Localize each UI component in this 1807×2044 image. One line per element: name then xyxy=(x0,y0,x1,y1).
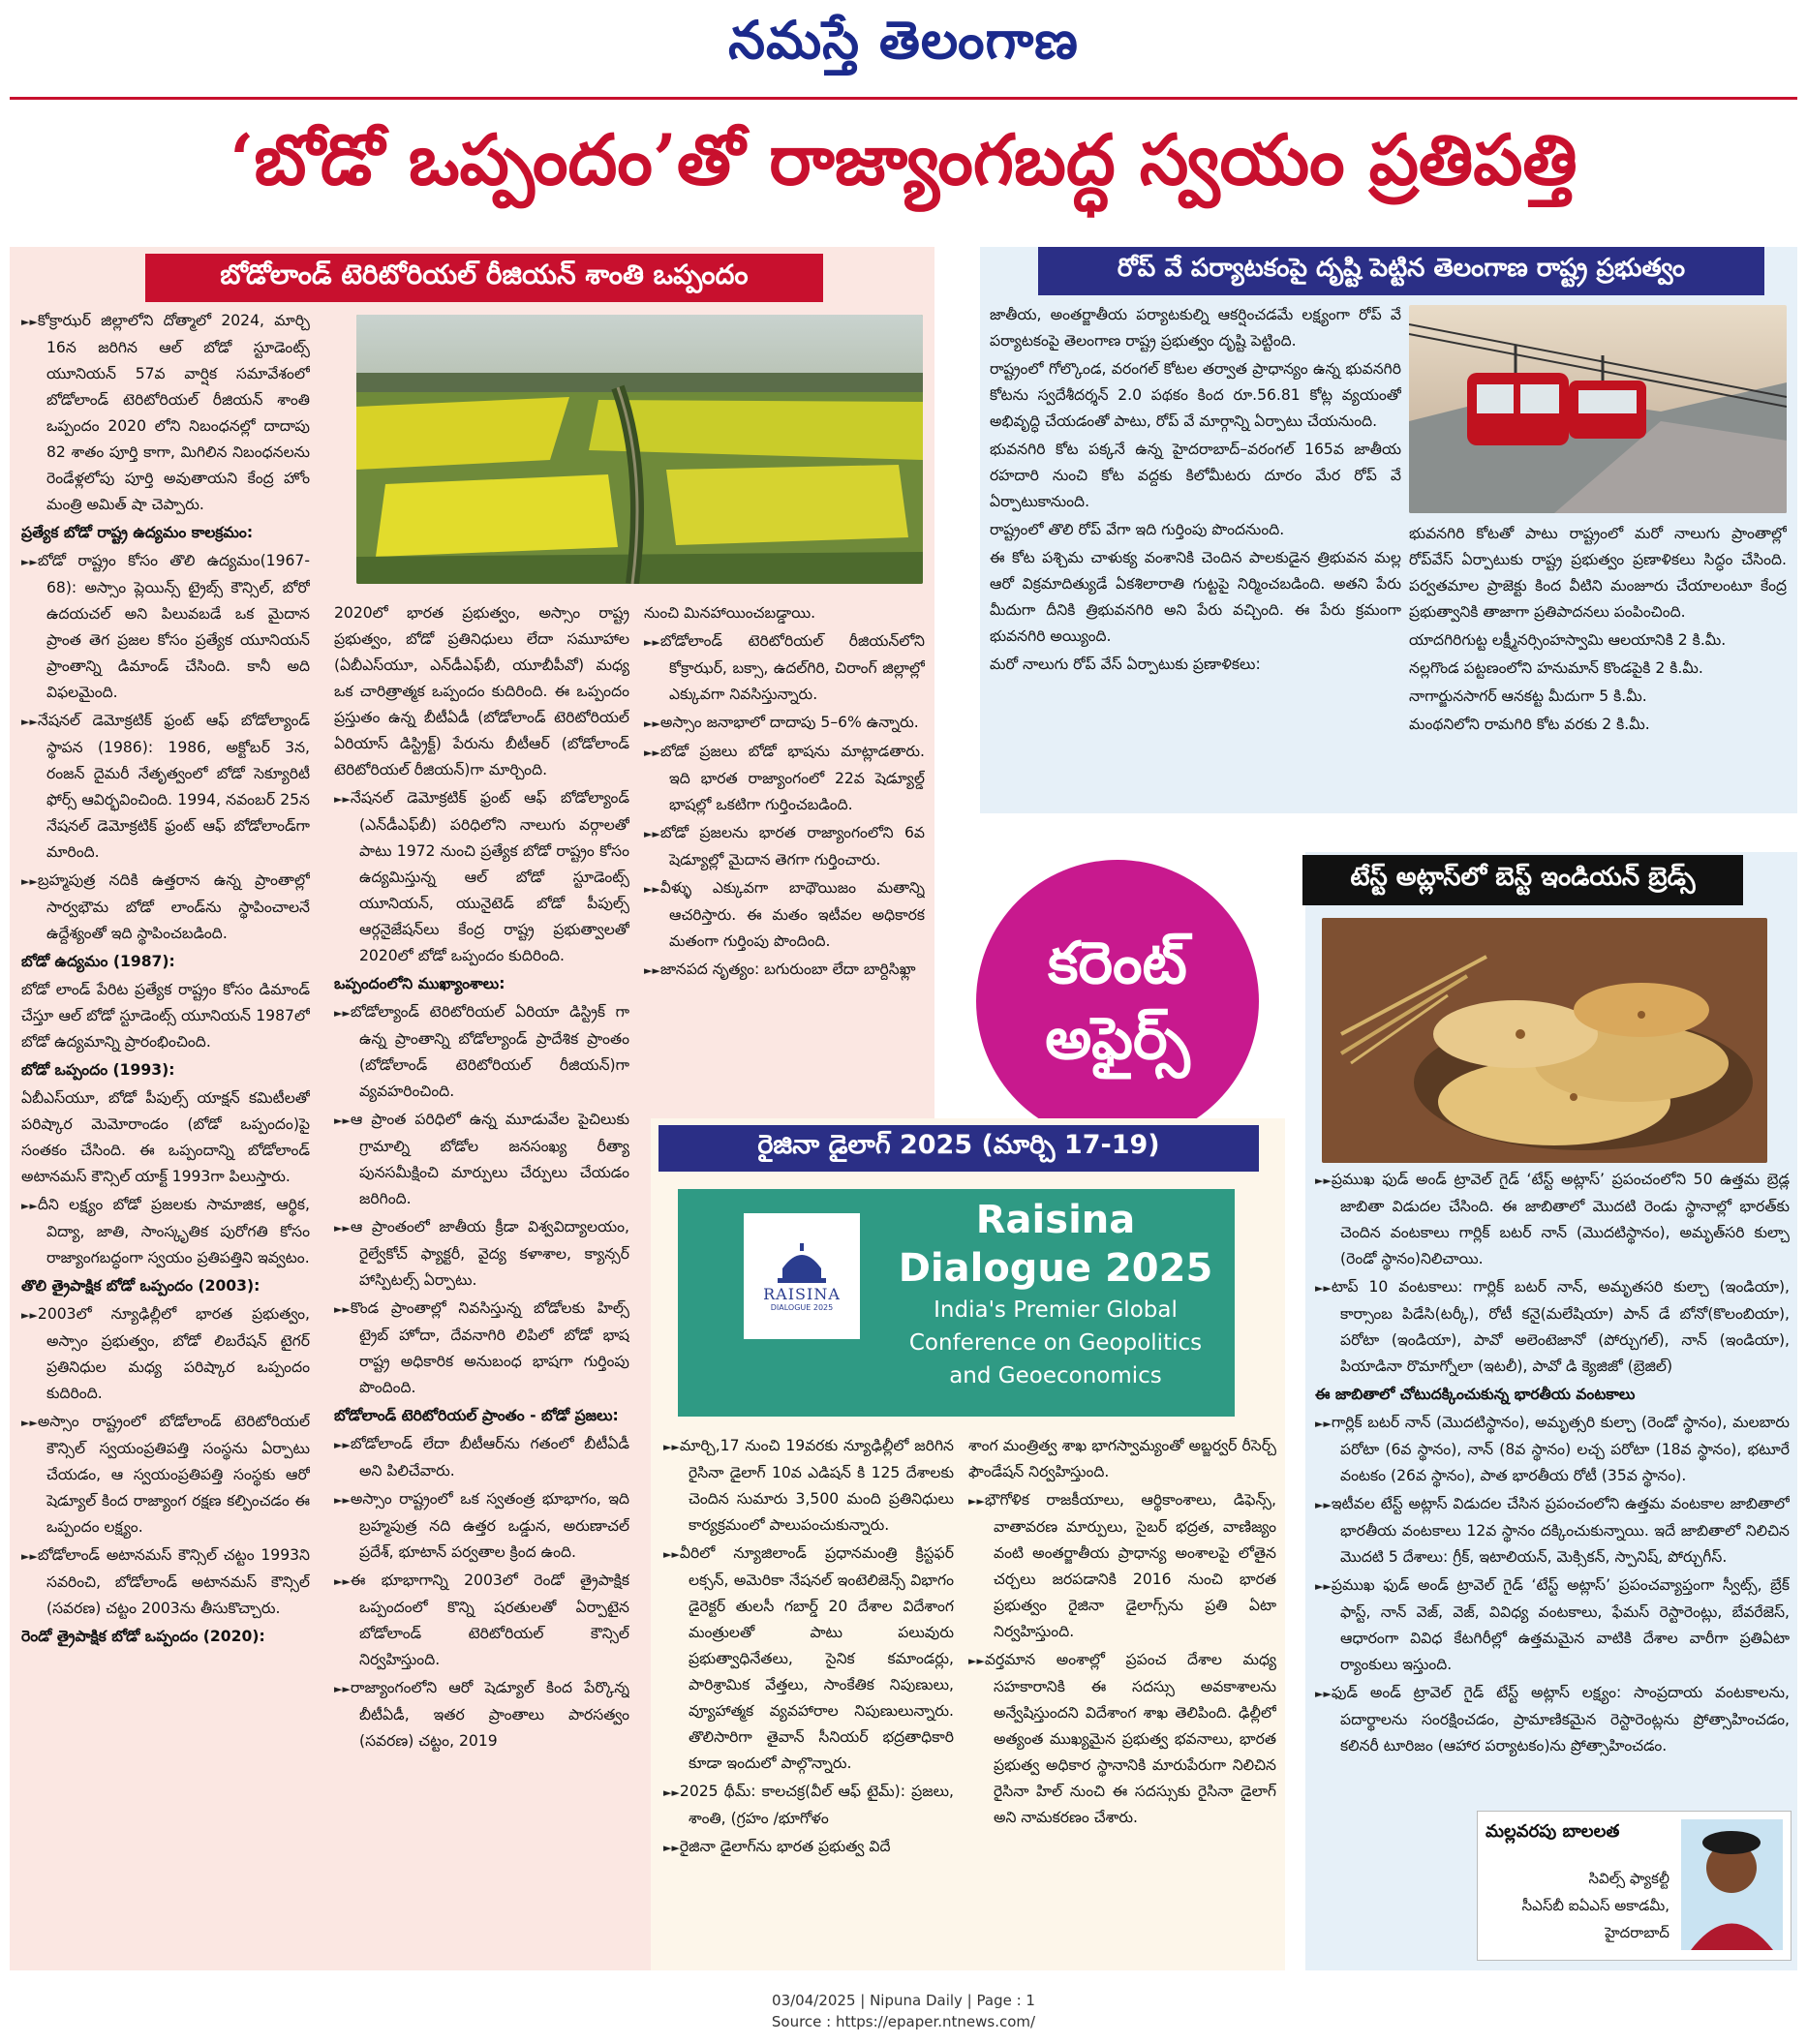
taste-section-title xyxy=(1302,855,1743,905)
raisina-banner-sub-1: India's Premier Global xyxy=(934,1297,1178,1323)
bodo-c2-para-7: ►► బోడోలాండ్ లేదా బీటీఆర్‌ను గతంలో బీటీఏడీ అని పిలిచేవారు. xyxy=(334,1431,629,1484)
bodo-c2-para-8: ►► అస్సాం రాష్ట్రంలో ఒక స్వతంత్ర భూభాగం, ఇది బ్రహ్మపుత్ర నది ఉత్తర ఒడ్డున, అరుణాచల్ ప్రదేశ్, భూటాన్ పర్వతాల క్రింద ఉంది. xyxy=(334,1486,629,1566)
raisina-banner-title-1: Raisina xyxy=(975,1198,1136,1242)
ropeway-para-5: ఈ కోట పశ్చిమ చాళుక్య వంశానికి చెందిన పాలకుడైన త్రిభువన మల్ల ఆరో విక్రమాదిత్యుడే ఏకశిలారాతి గుట్టపై నిర్మించబడింది. అతని పేరు మీదుగా దీనికి త్రిభువనగిరి అని పేరు వచ్చింది. ఈ పేరు క్రమంగా భువనగిరి అయ్యింది. xyxy=(990,549,1401,645)
bodo-c3-para-4: ►► బోడో ప్రజలను భారత రాజ్యాంగంలోని 6వ షెడ్యూల్లో మైదాన తెగగా గుర్తించారు. xyxy=(644,820,925,873)
taste-para-4: ►► ఇటీవల టేస్ట్ అట్లాస్ విడుదల చేసిన ప్రపంచంలోని ఉత్తమ వంటకాల జాబితాలో భారతీయ వంటకాలు 12వ స్థానం దక్కించుకున్నాయి. ఇదే జాబితాలో నిలిచిన మొదటి 5 దేశాలు: గ్రీక్, ఇటాలియన్, మెక్సికన్, స్పానిష్, పోర్చుగీస్. xyxy=(1315,1491,1790,1571)
ropeway-para-6: మరో నాలుగు రోప్ వేస్ ఏర్పాటుకు ప్రణాళికలు: xyxy=(990,656,1261,673)
bodo-heading-2: బోడో ఉద్యమం (1987): xyxy=(21,953,175,970)
ropeway-para-4: రాష్ట్రంలో తొలి రోప్ వేగా ఇది గుర్తింపు పొందనుంది. xyxy=(990,521,1285,538)
raisina-c2-para-2: ►► భౌగోళిక రాజకీయాలు, ఆర్థికాంశాలు, డిఫెన్స్, వాతావరణ మార్పులు, సైబర్ భద్రత, వాణిజ్యం వంటి అంతర్జాతీయ ప్రాధాన్య అంశాలపై లోతైన చర్చలు జరపడానికి 2016 నుంచి భారత ప్రభుత్వం రైజినా డైలాగ్స్‌ను ప్రతి ఏటా నిర్వహిస్తుంది. xyxy=(968,1487,1276,1645)
ropeway-right-para-1: భువనగిరి కోటతో పాటు రాష్ట్రంలో మరో నాలుగు ప్రాంతాల్లో రోప్‌వేస్ ఏర్పాటుకు రాష్ట్ర ప్రభుత్వం ప్రణాళికలు సిద్ధం చేసింది. పర్వతమాల ప్రాజెక్టు కింద వీటిని మంజూరు చేయాలంటూ కేంద్ర ప్రభుత్వానికి తాజాగా ప్రతిపాదనలు పంపించింది. xyxy=(1409,525,1787,621)
ropeway-column-1 xyxy=(990,302,1401,806)
bodo-intro: ►► కోక్రాఝర్ జిల్లాలోని దోత్మాలో 2024, మార్చి 16న జరిగిన ఆల్ బోడో స్టూడెంట్స్ యూనియన్ 57వ వార్షిక సమావేశంలో బోడోలాండ్ టెరిటోరియల్ రీజియన్ శాంతి ఒప్పందం 2020 లోని నిబంధనల్లో దాదాపు 82 శాతం పూర్తి కాగా, మిగిలిన నిబంధనలను రెండేళ్లలోపు పూర్తి అవుతాయని కేంద్ర హోం మంత్రి అమిత్ షా చెప్పారు. xyxy=(21,308,310,518)
ropeway-para-1: జాతీయ, అంతర్జాతీయ పర్యాటకుల్ని ఆకర్షించడమే లక్ష్యంగా రోప్ వే పర్యాటకంపై తెలంగాణ రాష్ట్ర ప్రభుత్వం దృష్టి పెట్టింది. xyxy=(990,306,1401,350)
bodo-c3-para-3: ►► బోడో ప్రజలు బోడో భాషను మాట్లాడతారు. ఇది భారత రాజ్యాంగంలో 22వ షెడ్యూల్డ్ భాషల్లో ఒకటిగా గుర్తించబడింది. xyxy=(644,739,925,818)
bodo-c2-heading-2: బోడోలాండ్ టెరిటోరియల్ ప్రాంతం - బోడో ప్రజలు: xyxy=(334,1407,619,1424)
bodo-c2-para-2: ►► నేషనల్ డెమోక్రటిక్ ఫ్రంట్ ఆఫ్ బోడోల్యాండ్ (ఎన్‌డీఎఫ్‌బీ) పరిధిలోని నాలుగు వర్గాలతో పాటు 1972 నుంచి ప్రత్యేక బోడో రాష్ట్రం కోసం ఉద్యమిస్తున్న ఆల్ బోడో స్టూడెంట్స్ యూనియన్, యునైటెడ్ బోడో పీపుల్స్ ఆర్గనైజేషన్‌లు కేంద్ర రాష్ట్ర ప్రభుత్వాలతో 2020లో బోడో ఒప్పందం కుదిరింది. xyxy=(334,785,629,969)
raisina-banner-title-2: Dialogue 2025 xyxy=(898,1246,1213,1291)
bodo-column-1 xyxy=(21,308,310,1954)
raisina-banner-sub-2: Conference on Geopolitics xyxy=(908,1330,1203,1356)
raisina-banner-sub-3: and Geoeconomics xyxy=(949,1363,1162,1388)
raisina-banner-text xyxy=(881,1197,1230,1410)
bodo-para-6: ►► దీని లక్ష్యం బోడో ప్రజలకు సామాజిక, ఆర్థిక, విద్యా, జాతి, సాంస్కృతిక పురోగతి కోసం రాజ్యాంగబద్ధంగా స్వయం ప్రతిపత్తిని ఇవ్వటం. xyxy=(21,1192,310,1271)
ropeway-right-para-3: నల్లగొండ పట్టణంలోని హనుమాన్ కొండపైకి 2 కి.మీ. xyxy=(1409,659,1703,677)
ropeway-cablecar-photo xyxy=(1409,305,1787,513)
bodo-para-2: ►► నేషనల్ డెమోక్రటిక్ ఫ్రంట్ ఆఫ్ బోడోల్యాండ్ స్థాపన (1986): 1986, అక్టోబర్ 3న, రంజన్ దైమరీ నేతృత్వంలో బోడో సెక్యూరిటీ ఫోర్స్ ఆవిర్భవించింది. 1994, నవంబర్ 25న నేషనల్ డెమోక్రటిక్ ఫ్రంట్ ఆఫ్ బోడోలాండ్‌గా మారింది. xyxy=(21,708,310,866)
footer-source-link[interactable]: Source : https://epaper.ntnews.com/ xyxy=(771,2013,1036,2030)
raisina-section-title-text: రైజినా డైలాగ్ 2025 (మార్చి 17-19) xyxy=(757,1130,1160,1160)
bodo-para-3: ►► బ్రహ్మపుత్ర నదికి ఉత్తరాన ఉన్న ప్రాంతాల్లో సార్వభౌమ బోడో లాండ్‌ను స్థాపించాలనే ఉద్దేశ్యంతో ఇది స్థాపించబడింది. xyxy=(21,868,310,947)
dome-icon xyxy=(773,1241,831,1285)
author-city: హైదరాబాద్ xyxy=(1605,1924,1669,1941)
page-headline: ‘బోడో ఒప్పందం’తో రాజ్యాంగబద్ధ స్వయం ప్రతిపత్తి xyxy=(230,117,1577,200)
masthead xyxy=(0,0,1807,93)
taste-para-6: ►► ఫుడ్ అండ్ ట్రావెల్ గైడ్ టేస్ట్ అట్లాస్ లక్ష్యం: సాంప్రదాయ వంటకాలను, పదార్థాలను సంరక్షించడం, ప్రామాణికమైన రెస్టారెంట్లను ప్రోత్సాహించడం, కలినరీ టూరిజం (ఆహార పర్యాటకం)ను ప్రోత్సాహించడం. xyxy=(1315,1680,1790,1759)
raisina-logo-text: RAISINA xyxy=(763,1284,841,1303)
current-affairs-badge xyxy=(976,860,1259,1143)
bodo-c3-para-5: ►► వీళ్ళు ఎక్కువగా బాథౌయిజం మతాన్ని ఆచరిస్తారు. ఈ మతం ఇటీవల అధికారక మతంగా గుర్తింపు పొందింది. xyxy=(644,875,925,955)
bodo-c2-heading-1: ఒప్పందంలోని ముఖ్యాంశాలు: xyxy=(334,975,505,992)
masthead-divider xyxy=(10,97,1797,100)
taste-column xyxy=(1315,1167,1790,1806)
bodo-para-4: బోడో లాండ్ పేరిట ప్రత్యేక రాష్ట్రం కోసం డిమాండ్ చేస్తూ ఆల్ బోడో స్టూడెంట్స్ యూనియన్ 1987లో బోడో ఉద్యమాన్ని ప్రారంభించింది. xyxy=(21,981,310,1051)
bodo-c3-para-6: ►► జానపద నృత్యం: బగురుంబా లేదా బార్దిసిఖ్లా xyxy=(644,957,925,984)
bodo-section-title xyxy=(145,254,823,302)
bodo-heading-4: తొలి త్రైపాక్షిక బోడో ఒప్పందం (2003): xyxy=(21,1277,260,1295)
masthead-title: నమస్తే తెలంగాణ xyxy=(728,9,1079,71)
bodo-para-5: ఏబీఎస్‌యూ, బోడో పీపుల్స్ యాక్షన్ కమిటీలతో పరిష్కార మెమోరాండం (బోడో ఒప్పందం)పై సంతకం చేసింది. ఈ ఒప్పందాన్ని బోడోలాండ్ అటానమస్ కౌన్సిల్ యాక్ట్ 1993గా పిలుస్తారు. xyxy=(21,1089,310,1185)
bodo-heading-3: బోడో ఒప్పందం (1993): xyxy=(21,1061,175,1079)
page-footer xyxy=(0,1990,1807,2038)
author-title: సివిల్స్ ఫ్యాకల్టీ xyxy=(1588,1870,1669,1887)
bodo-heading-1: ప్రత్యేక బోడో రాష్ట్ర ఉద్యమం కాలక్రమం: xyxy=(21,524,254,541)
raisina-banner xyxy=(678,1189,1235,1417)
bodo-c2-para-10: ►► రాజ్యాంగంలోని ఆరో షెడ్యూల్ కింద పేర్కొన్న బీటీఏడీ, ఇతర ప్రాంతాలు పారసత్వం (సవరణ) చట్టం, 2019 xyxy=(334,1675,629,1754)
current-affairs-line-1: కరెంట్ xyxy=(1048,930,1187,997)
raisina-logo xyxy=(744,1213,860,1339)
indian-breads-photo xyxy=(1322,918,1767,1163)
bodo-column-2 xyxy=(334,600,629,1956)
bodo-c2-para-4: ►► ఆ ప్రాంత పరిధిలో ఉన్న మూడువేల పైచిలుకు గ్రామాల్ని బోడోల జనసంఖ్య రీత్యా పునసమీక్షించి మార్పులు చేర్పులు చేయడం జరిగింది. xyxy=(334,1107,629,1212)
raisina-para-2: ►► వీరిలో న్యూజిలాండ్ ప్రధానమంత్రి క్రిస్టఫర్ లక్సన్, అమెరికా నేషనల్ ఇంటెలిజెన్స్ విభాగం డైరెక్టర్ తులసీ గబార్డ్ 20 దేశాల విదేశాంగ మంత్రులతో పాటు పలువురు ప్రభుత్వాధినేతలు, సైనిక కమాండర్లు, పారిశ్రామిక వేత్తలు, సాంకేతిక నిపుణులు, వ్యూహాత్మక వ్యవహారాల నిపుణులున్నారు. తొలిసారిగా తైవాన్ సీనియర్ భద్రతాధికారి కూడా ఇందులో పాల్గొన్నారు. xyxy=(663,1541,954,1777)
raisina-c2-para-1: శాంగ మంత్రిత్వ శాఖ భాగస్వామ్యంతో అబ్జర్వర్ రీసెర్చ్ ఫౌండేషన్ నిర్వహిస్తుంది. xyxy=(968,1437,1276,1480)
bodo-c2-para-3: ►► బోడోల్యాండ్ టెరిటోరియల్ ఏరియా డిస్ట్రిక్ గా ఉన్న ప్రాంతాన్ని బోడోల్యాండ్ ప్రాదేశిక ప్రాంతం (బోడోలాండ్ టెరిటోరియల్ రీజియన్)గా వ్యవహరించింది. xyxy=(334,999,629,1105)
ropeway-right-para-2: యాదగిరిగుట్ట లక్ష్మీనర్సింహస్వామి ఆలయానికి 2 కి.మీ. xyxy=(1409,631,1727,649)
raisina-section-title xyxy=(658,1125,1259,1172)
bodo-c3-para-1: ►► బోడోలాండ్ టెరిటోరియల్ రీజియన్‌లోని కోక్రాఝర్, బక్సా, ఉదల్‌గిరి, చిరాంగ్ జిల్లాల్లో ఎక్కువగా నివసిస్తున్నారు. xyxy=(644,628,925,708)
bodo-section-title-text: బోడోలాండ్ టెరిటోరియల్ రీజియన్ శాంతి ఒప్పందం xyxy=(220,259,749,290)
raisina-logo-subtext: DIALOGUE 2025 xyxy=(770,1302,834,1312)
bodo-c3-para-2: ►► అస్సాం జనాభాలో దాదాపు 5–6% ఉన్నారు. xyxy=(644,710,925,737)
bodo-heading-5: రెండో త్రైపాక్షిక బోడో ఒప్పందం (2020): xyxy=(21,1628,265,1645)
taste-para-2: ►► టాప్ 10 వంటకాలు: గార్లిక్ బటర్ నాన్, అమృతసరి కుల్చా (ఇండియా), కార్సాంబ పిడేసి(టర్కీ), రోటీ కనై(మలేషియా) పాన్ డే బోనో(కొలంబియా), పరోటా (ఇండియా), పావో అలెంటెజానో (పోర్చుగల్), నాన్ (ఇండియా), పియాడినా రొమాగ్నోలా (ఇటలీ), పావో డి క్యెజిజో (బ్రెజిల్) xyxy=(1315,1274,1790,1380)
author-name: మల్లవరపు బాలలత xyxy=(1485,1821,1620,1842)
author-academy: సీఎస్‌బీ ఐఏఎస్ అకాడమీ, xyxy=(1521,1897,1669,1914)
bodo-c2-para-5: ►► ఆ ప్రాంతంలో జాతీయ క్రీడా విశ్వవిద్యాలయం, రైల్వేకోచ్ ఫ్యాక్టరీ, వైద్య కళాశాల, క్యాన్సర్ హాస్పిటల్స్ ఏర్పాటు. xyxy=(334,1214,629,1294)
author-box xyxy=(1477,1811,1792,1961)
raisina-para-3: ►► 2025 థీమ్: కాలచక్ర(వీల్ ఆఫ్ టైమ్): ప్రజలు, శాంతి, (గ్రహం /భూగోళం xyxy=(663,1779,954,1832)
ropeway-para-2: రాష్ట్రంలో గోల్కొండ, వరంగల్ కోటల తర్వాత ప్రాధాన్యం ఉన్న భువనగిరి కోటను స్వదేశీదర్శన్ 2.0 పథకం కింద రూ.56.81 కోట్ల వ్యయంతో అభివృద్ధి చేయడంతో పాటు, రోప్ వే మార్గాన్ని ఏర్పాటు చేయనుంది. xyxy=(990,360,1401,430)
ropeway-right-para-5: మంథనిలోని రామగిరి కోట వరకు 2 కి.మీ. xyxy=(1409,716,1650,733)
current-affairs-line-2: అఫైర్స్ xyxy=(1045,1005,1190,1073)
bodo-para-9: ►► బోడోలాండ్ అటానమస్ కౌన్సిల్ చట్టం 1993ని సవరించి, బోడోలాండ్ అటానమస్ కౌన్సిల్ (సవరణ) చట్టం 2003ను తీసుకొచ్చారు. xyxy=(21,1542,310,1622)
bodo-para-1: ►► బోడో రాష్ట్రం కోసం తొలి ఉద్యమం(1967-68): అస్సాం ప్లెయిన్స్ ట్రైబ్స్ కౌన్సిల్, బోరో ఉదయచల్ అని పిలువబడే ఒక మైదాన ప్రాంత తెగ ప్రజల కోసం ప్రత్యేక యూనియన్ ప్రాంతాన్ని డిమాండ్ చేసింది. కానీ అది విఫలమైంది. xyxy=(21,548,310,706)
raisina-para-1: ►► మార్చి,17 నుంచి 19వరకు న్యూఢిల్లీలో జరిగిన రైసినా డైలాగ్ 10వ ఎడిషన్ కి 125 దేశాలకు చెందిన సుమారు 3,500 మంది ప్రతినిధులు కార్యక్రమంలో పాలుపంచుకున్నారు. xyxy=(663,1433,954,1539)
taste-para-5: ►► ప్రముఖ ఫుడ్ అండ్ ట్రావెల్ గైడ్ ‘టేస్ట్ అట్లాస్’ ప్రపంచవ్యాప్తంగా స్వీట్స్, బ్రేక్ ఫాస్ట్, నాన్ వెజ్, వెజ్, వివిధ్య వంటకాలు, ఫేమస్ రెస్టారెంట్లు, బేవరేజెస్, ఆధారంగా వివిధ కేటగిరీల్లో ఉత్తమమైన వాటికి దేశాల వారీగా ప్రతిఏటా ర్యాంకులు ఇస్తుంది. xyxy=(1315,1572,1790,1678)
bodoland-landscape-photo xyxy=(356,315,923,584)
raisina-para-4: ►► రైజినా డైలాగ్‌ను భారత ప్రభుత్వ విదే xyxy=(663,1834,954,1861)
bodo-c3-para-0: నుంచి మినహాయించబడ్డాయి. xyxy=(644,604,816,622)
raisina-column-2 xyxy=(968,1433,1276,1961)
bodo-para-8: ►► అస్సాం రాష్ట్రంలో బోడోలాండ్ టెరిటోరియల్ కౌన్సిల్ స్వయంప్రతిపత్తి సంస్థను ఏర్పాటు చేయడం, ఆ స్వయంప్రతిపత్తి సంస్థకు ఆరో షెడ్యూల్ కింద రాజ్యాంగ రక్షణ కల్పించడం ఈ ఒప్పందం లక్ష్యం. xyxy=(21,1409,310,1541)
taste-section-title-text: టేస్ట్ అట్లాస్‌లో బెస్ట్ ఇండియన్ బ్రెడ్స్ xyxy=(1350,863,1696,892)
bodo-para-7: ►► 2003లో న్యూఢిల్లీలో భారత ప్రభుత్వం, అస్సాం ప్రభుత్వం, బోడో లిబరేషన్ టైగర్ ప్రతినిధుల మధ్య పరిష్కార ఒప్పందం కుదిరింది. xyxy=(21,1301,310,1407)
ropeway-para-3: భువనగిరి కోట పక్కనే ఉన్న హైదరాబాద్–వరంగల్ 165వ జాతీయ రహదారి నుంచి కోట వద్దకు కిలోమీటరు దూరం మేర రోప్ వే ఏర్పాటుకానుంది. xyxy=(990,441,1401,510)
raisina-column-1 xyxy=(663,1433,954,1961)
bodo-c2-para-6: ►► కొండ ప్రాంతాల్లో నివసిస్తున్న బోడోలకు హిల్స్ ట్రైబ్ హోదా, దేవనాగిరి లిపిలో బోడో భాష రాష్ట్ర అధికారిక అనుబంధ భాషగా గుర్తింపు పొందింది. xyxy=(334,1296,629,1401)
bodo-c2-para-1: 2020లో భారత ప్రభుత్వం, అస్సాం రాష్ట్ర ప్రభుత్వం, బోడో ప్రతినిధులు లేదా సమూహాల (ఏబీఎస్‌యూ, ఎన్‌డీఎఫ్‌బీ, యూబీపీవో) మధ్య ఒక చారిత్రాత్మక ఒప్పందం కుదిరింది. ఈ ఒప్పందం ప్రస్తుతం ఉన్న బీటీఏడీ (బోడోలాండ్ టెరిటోరియల్ ఏరియాస్ డిస్ట్రిక్ట్) పేరును బీటీఆర్ (బోడోలాండ్ టెరిటోరియల్ రీజియన్)గా మార్చింది. xyxy=(334,604,629,778)
ropeway-column-2 xyxy=(1409,521,1787,811)
bodo-column-3 xyxy=(644,600,925,1104)
author-photo xyxy=(1681,1819,1783,1950)
bodo-c2-para-9: ►► ఈ భూభాగాన్ని 2003లో రెండో త్రైపాక్షిక ఒప్పందంలో కొన్ని షరతులతో ఏర్పాటైన బోడోలాండ్ టెరిటోరియల్ కౌన్సిల్ నిర్వహిస్తుంది. xyxy=(334,1568,629,1673)
taste-para-1: ►► ప్రముఖ ఫుడ్ అండ్ ట్రావెల్ గైడ్ ‘టేస్ట్ అట్లాస్’ ప్రపంచంలోని 50 ఉత్తమ బ్రెడ్ల జాబితా విడుదల చేసింది. ఈ జాబితాలో మొదటి రెండు స్థానాల్లో భారత్‌కు చెందిన వంటకాలు గార్లిక్ బటర్ నాన్ (మొదటిస్థానం), అమృత్‌సరి కుల్చా (రెండో స్థానం)నిలిచాయి. xyxy=(1315,1167,1790,1272)
ropeway-section-title-text: రోప్ వే పర్యాటకంపై దృష్టి పెట్టిన తెలంగాణ రాష్ట్ర ప్రభుత్వం xyxy=(1117,254,1686,283)
ropeway-section-title xyxy=(1038,247,1764,295)
taste-heading-1: ఈ జాబితాలో చోటుదక్కించుకున్న భారతీయ వంటకాలు xyxy=(1315,1386,1636,1403)
taste-para-3: ►► గార్లిక్ బటర్ నాన్ (మొదటిస్థానం), అమృత్సరి కుల్చా (రెండో స్థానం), మలబారు పరోటా (6వ స్థానం), నాన్ (8వ స్థానం) లచ్చ పరోటా (18వ స్థానం), భటూరే వంటకం (26వ స్థానం), పాత భారతీయ రోటీ (35వ స్థానం). xyxy=(1315,1410,1790,1489)
raisina-c2-para-3: ►► వర్తమాన అంశాల్లో ప్రపంచ దేశాల మధ్య సహకారానికి ఈ సదస్సు అవకాశాలను అన్వేషిస్తుందని విదేశాంగ శాఖ తెలిపింది. ఢిల్లీలో అత్యంత ముఖ్యమైన ప్రభుత్వ భవనాలు, భారత ప్రభుత్వ అధికార స్థానానికి మారుపేరుగా నిలిచిన రైసినా హిల్ నుంచి ఈ సదస్సుకు రైసినా డైలాగ్ అని నామకరణం చేశారు. xyxy=(968,1647,1276,1831)
footer-date-line: 03/04/2025 | Nipuna Daily | Page : 1 xyxy=(772,1992,1035,2009)
ropeway-right-para-4: నాగార్జునసాగర్ ఆనకట్ట మీదుగా 5 కి.మీ. xyxy=(1409,687,1647,705)
